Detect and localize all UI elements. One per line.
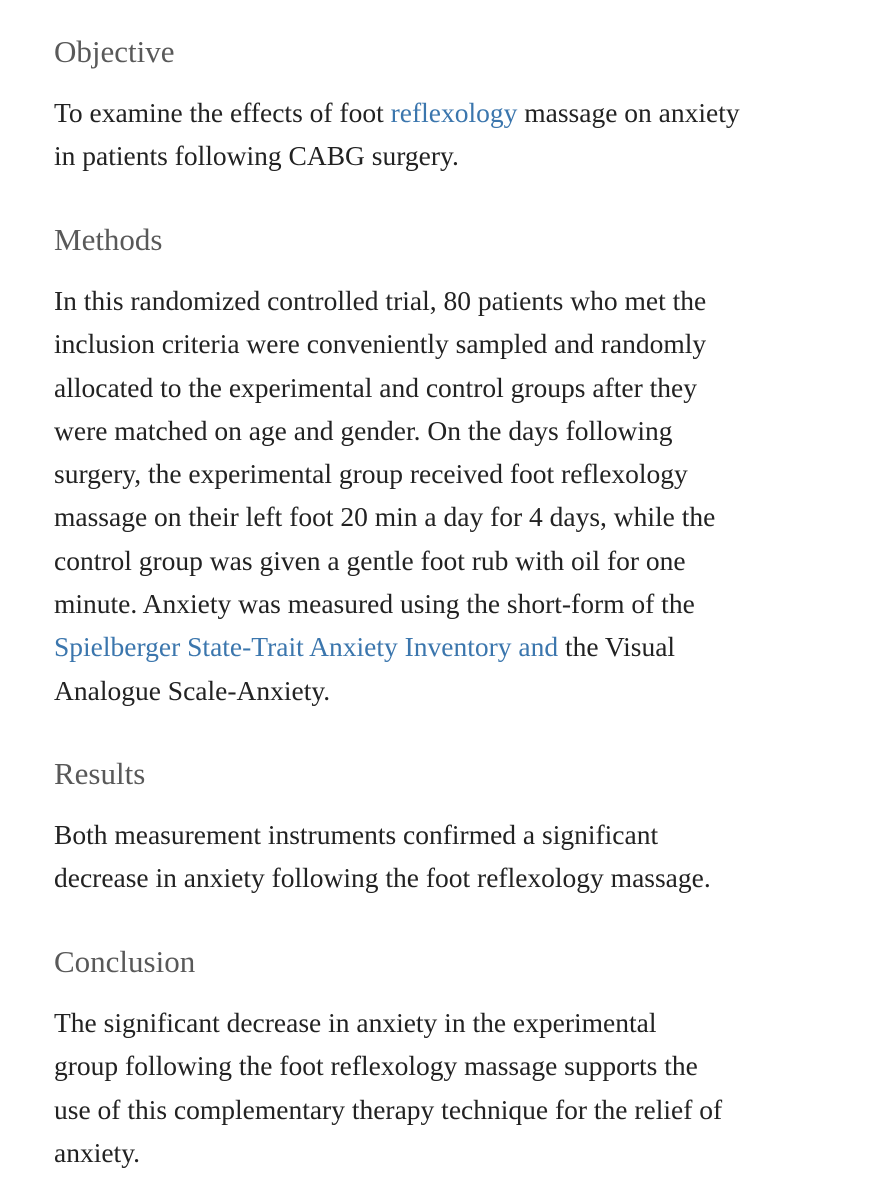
methods-line: allocated to the experimental and control groups after they	[54, 371, 697, 403]
conclusion-line: group following the foot reflexology massage supports the	[54, 1050, 698, 1082]
objective-text	[54, 91, 854, 178]
conclusion-heading: Conclusion	[54, 944, 196, 979]
results-text	[54, 813, 854, 900]
objective-line: To examine the effects of foot reflexology massage on anxiety	[54, 97, 740, 128]
conclusion-text	[54, 1001, 854, 1174]
methods-line: Analogue Scale-Anxiety.	[54, 674, 331, 706]
methods-heading: Methods	[54, 222, 163, 257]
methods-line: were matched on age and gender. On the days following	[54, 414, 673, 446]
conclusion-line: The significant decrease in anxiety in the experimental	[54, 1007, 657, 1038]
results-heading: Results	[54, 756, 146, 791]
conclusion-line: use of this complementary therapy technique for the relief of	[54, 1093, 723, 1125]
methods-line: massage on their left foot 20 min a day for 4 days, while the	[54, 501, 716, 533]
methods-line: control group was given a gentle foot rub with oil for one	[54, 544, 686, 576]
methods-text	[54, 279, 854, 712]
methods-line: minute. Anxiety was measured using the short-form of the	[54, 588, 695, 620]
methods-line: In this randomized controlled trial, 80 patients who met the	[54, 285, 707, 316]
spielberger-stai-link[interactable]: Spielberger State-Trait Anxiety Inventory and	[54, 631, 559, 663]
methods-line: Spielberger State-Trait Anxiety Inventory and the Visual	[54, 631, 676, 663]
reflexology-link[interactable]: reflexology	[390, 97, 518, 128]
results-line: decrease in anxiety following the foot reflexology massage.	[54, 862, 711, 894]
methods-line: surgery, the experimental group received foot reflexology	[54, 458, 688, 490]
results-line: Both measurement instruments confirmed a significant	[54, 819, 659, 850]
conclusion-line: anxiety.	[54, 1136, 141, 1168]
methods-line: inclusion criteria were conveniently sampled and randomly	[54, 328, 707, 360]
objective-line: in patients following CABG surgery.	[54, 140, 459, 172]
objective-heading: Objective	[54, 34, 175, 69]
